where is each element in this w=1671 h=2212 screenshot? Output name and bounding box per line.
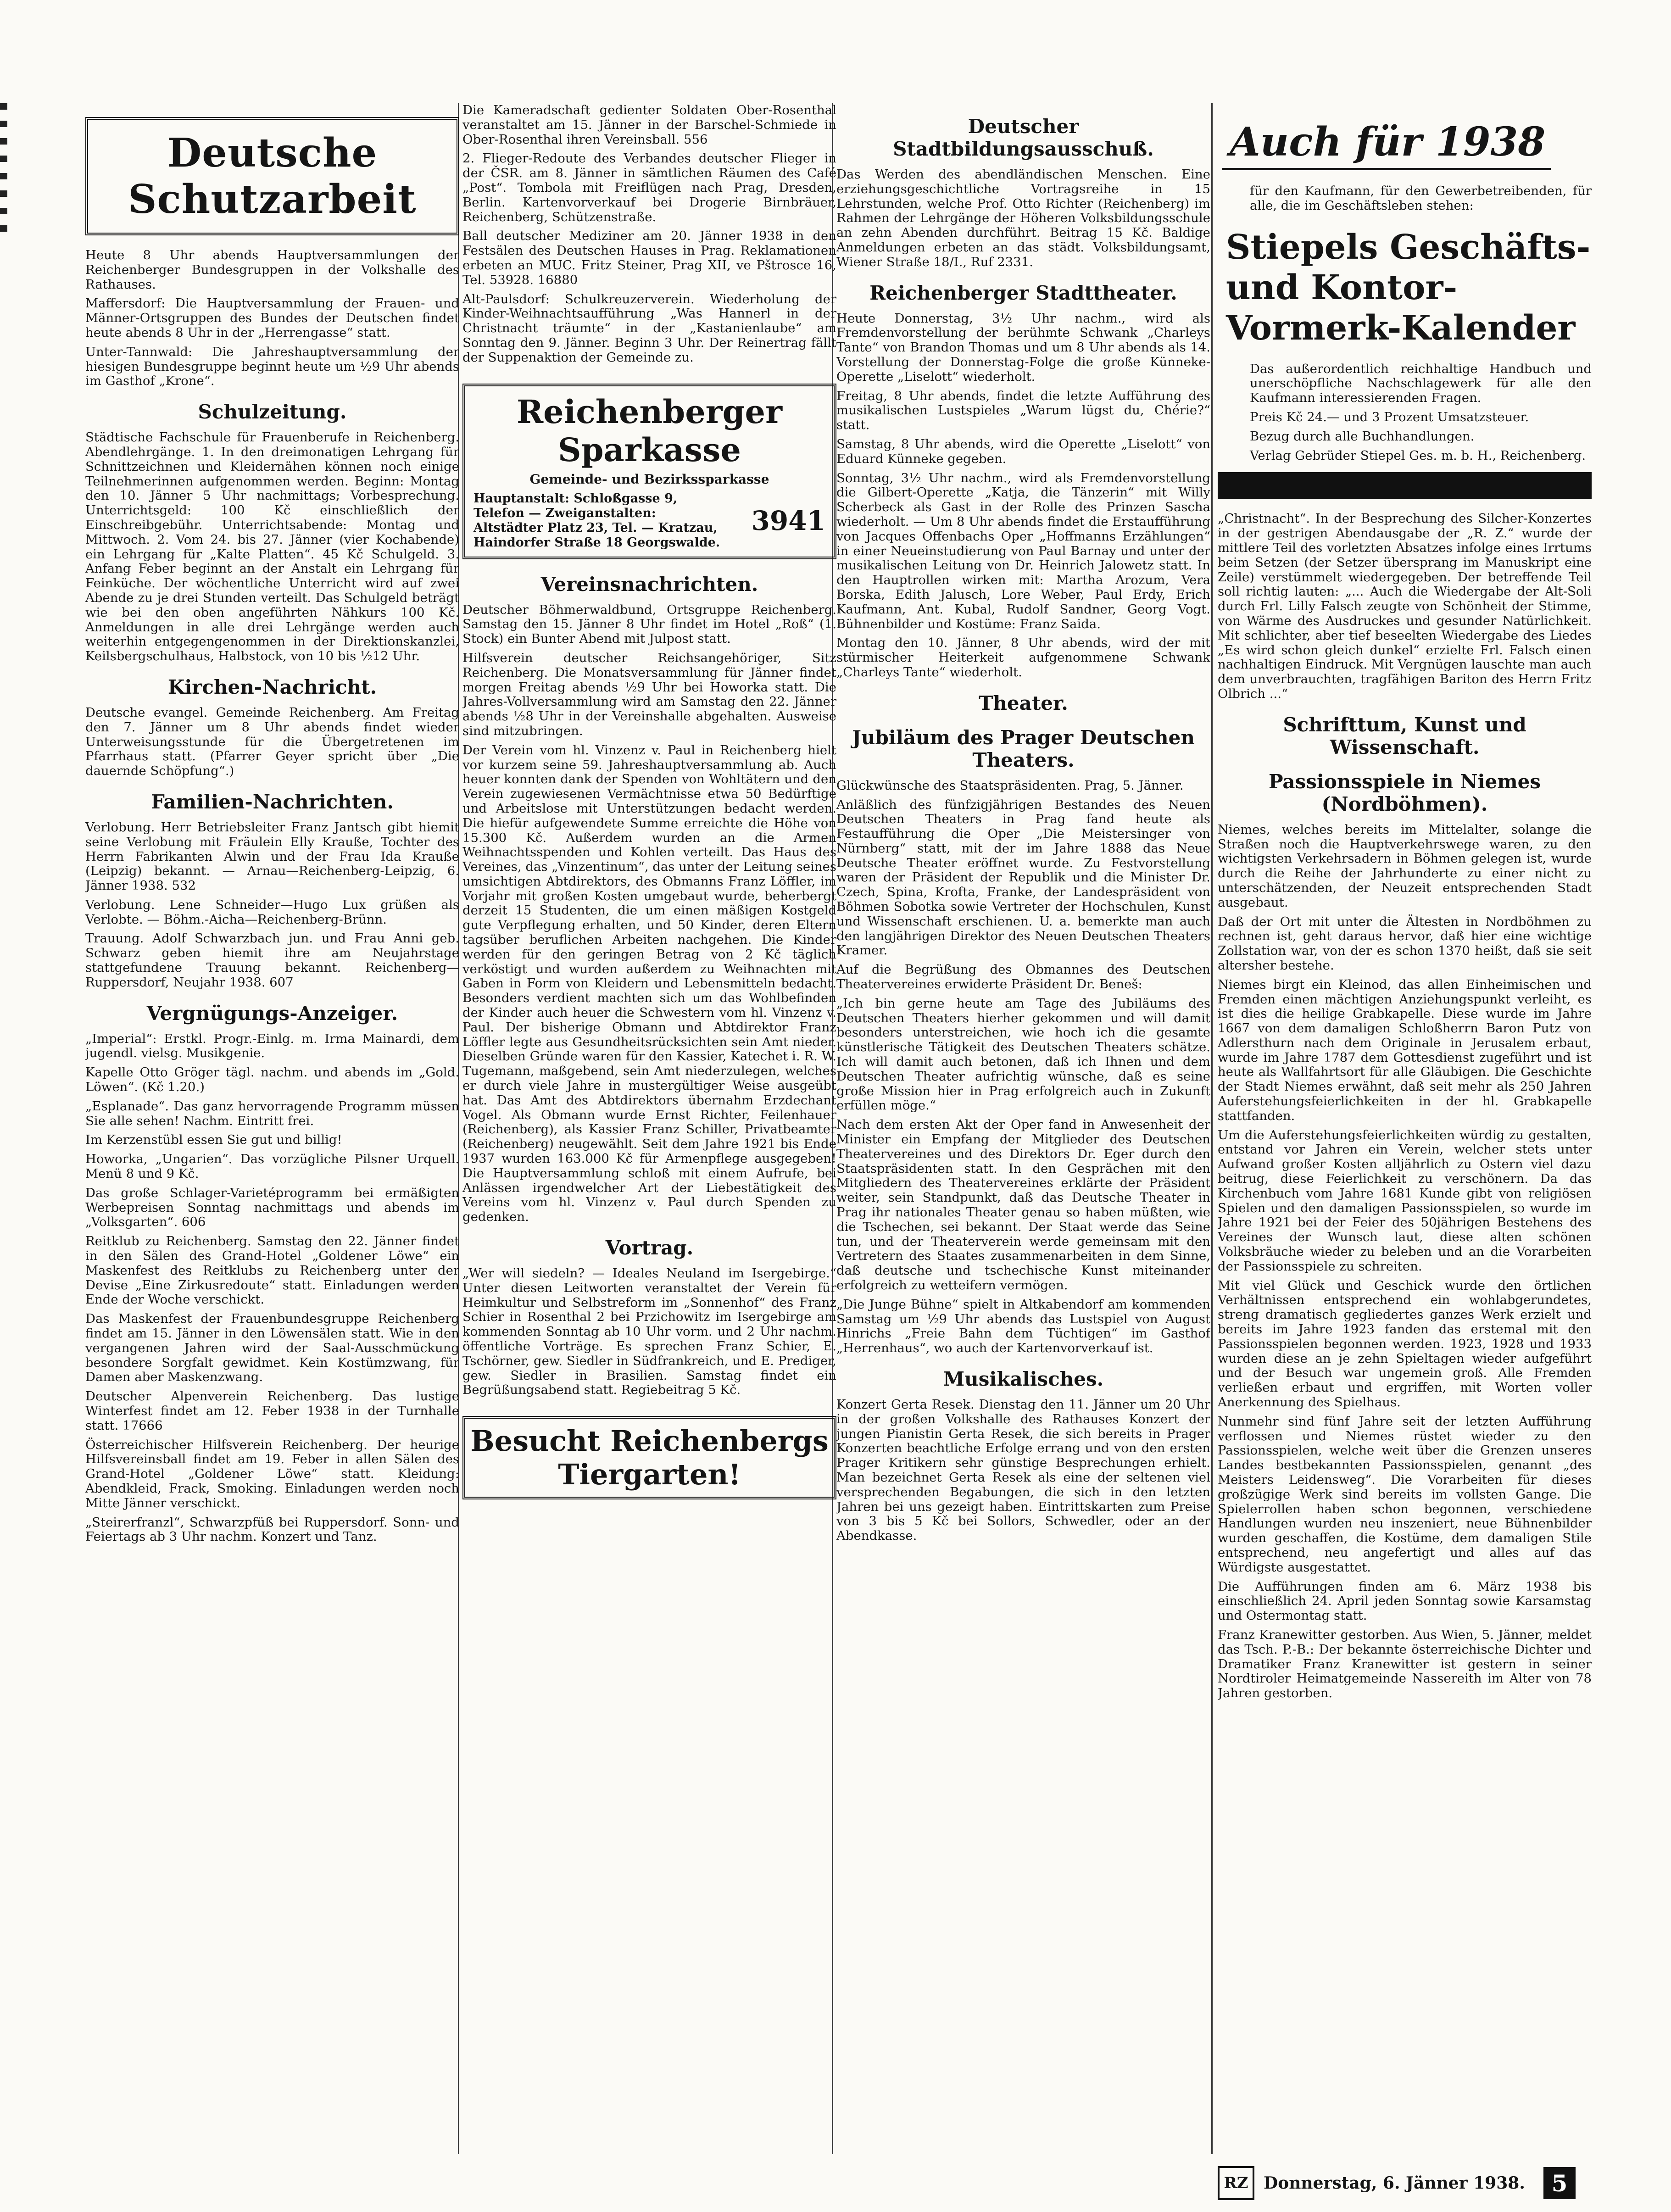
article-paragraph: Konzert Gerta Resek. Dienstag den 11. Jänner um 20 Uhr in der großen Volkshalle des Rathauses Konzert der jungen Pianistin Gerta Resek, die sich bereits in Prager Konzerten beachtliche Erfolge errang und von den ersten Prager Kritikern sehr günstige Besprechungen erhielt. Man bezeichnet Gerta Resek als eine der seltenen viel versprechenden Begabungen, die sich in den letzten Jahren bei uns gezeigt haben. Eintrittskarten zum Preise von 3 bis 5 Kč bei Sollors, Schwedler, oder an der Abendkasse. [836,1397,1210,1543]
section-heading: Jubiläum des Prager Deutschen Theaters. [852,726,1195,771]
section-heading: Familien-Nachrichten. [151,790,394,813]
article-paragraph: Der Verein vom hl. Vinzenz v. Paul in Reichenberg hielt vor kurzem seine 59. Jahreshauptversammlung ab. Auch heuer konnten dank der Spenden von Wohltätern und den Verein zugewiesenen Vermächtnisse etwa 50 Bedürftige und Arbeitslose mit Unterstützungen bedacht werden. Die hiefür aufgewendete Summe erreichte die Höhe von 15.300 Kč. Außerdem wurden an die Armen Weihnachtsspenden und Kohlen verteilt. Das Haus des Vereines, das „Vinzentinum“, das unter der Leitung seines umsichtigen Abtdirektors, des Obmanns Franz Löffler, im Vorjahr mit großen Kosten umgebaut wurde, beherbergt derzeit 15 Studenten, die um einen mäßigen Kostgeld gute Verpflegung erhalten, und 50 Kinder, deren Eltern tagsüber beruflichen Arbeiten nachgehen. Die Kinder werden für den geringen Betrag von 2 Kč täglich verköstigt und wurden außerdem zu Weihnachten mit Gaben in Form von Kleidern und Lebensmitteln bedacht. Besonders verdient machten sich um das Wohlbefinden der Kinder auch heuer die Schwestern vom hl. Vinzenz v. Paul. Der bisherige Obmann und Abtdirektor Franz Löffler legte aus Gesundheitsrücksichten sein Amt nieder. Dieselben Gründe waren für den Kassier, Katechet i. R. W. Tugemann, maßgebend, sein Amt niederzulegen, welches er durch viele Jahre in mustergültiger Weise ausgeübt hat. Das Amt des Abtdirektors übernahm Erzdechant Vogel. Als Obmann wurde Ernst Richter, Feilenhauer (Reichenberg), als Kassier Franz Schiller, Privatbeamter (Reichenberg) neugewählt. Seit dem Jahre 1921 bis Ende 1937 wurden 163.000 Kč für Armenpflege ausgegeben! Die Hauptversammlung schloß mit einem Aufrufe, bei Anlässen irgendwelcher Art der Liebestätigkeit des Vereins vom hl. Vinzenz v. Paul durch Spenden zu gedenken. [462,742,836,1225]
article-paragraph: Howorka, „Ungarien“. Das vorzügliche Pilsner Urquell. Menü 8 und 9 Kč. [85,1152,459,1181]
section-heading: Theater. [979,691,1068,714]
article-paragraph: Bezug durch alle Buchhandlungen. [1250,429,1475,444]
article-paragraph: „Imperial“: Erstkl. Progr.-Einlg. m. Irma Mainardi, dem jugendl. vielsg. Musikgenie. [85,1031,459,1061]
column-rule [1211,103,1213,2154]
section-heading: Reichenberger Stadttheater. [869,281,1177,304]
article-paragraph: Hilfsverein deutscher Reichsangehöriger, Sitz Reichenberg. Die Monatsversammlung für Jänner findet morgen Freitag abends ½9 Uhr bei Howorka statt. Die Jahres-Vollversammlung wird am Samstag den 22. Jänner abends ½8 Uhr in der Vereinshalle abgehalten. Ausweise sind mitzubringen. [462,650,836,738]
article-paragraph: Unter-Tannwald: Die Jahreshauptversammlung der hiesigen Bundesgruppe beginnt heute um ½9 Uhr abends im Gasthof „Krone“. [85,344,459,389]
page-footer [1218,2166,1576,2201]
article-paragraph: „Esplanade“. Das ganz hervorragende Programm müssen Sie alle sehen! Nachm. Eintritt frei. [85,1098,459,1128]
section-heading: Vereinsnachrichten. [540,573,758,596]
article-paragraph: Daß der Ort mit unter die Ältesten in Nordböhmen zu rechnen ist, geht daraus hervor, daß hier eine wichtige Zollstation war, von der es schon 1370 heißt, daß sie seit altersher bestehe. [1218,914,1592,973]
article-paragraph: „Steirerfranzl“, Schwarzpfüß bei Ruppersdorf. Sonn- und Feiertags ab 3 Uhr nachm. Konzert und Tanz. [85,1515,459,1544]
boxed-section-title: Deutsche Schutzarbeit [85,117,459,235]
article-paragraph: Ball deutscher Mediziner am 20. Jänner 1938 in den Festsälen des Deutschen Hauses in Prag. Reklamationen erbeten an MUC. Fritz Steiner, Prag XII, ve Pštrosce 16, Tel. 53928. 16880 [462,228,836,287]
article-paragraph: Städtische Fachschule für Frauenberufe in Reichenberg. Abendlehrgänge. 1. In den dreimonatigen Lehrgang für Schnittzeichnen und Kleidernähen können noch einige Teilnehmerinnen aufgenommen werden. Beginn: Montag den 10. Jänner 5 Uhr nachmittags; Vorbesprechung. Unterrichtsgeld: 100 Kč einschließlich der Einschreibgebühr. Unterrichtsabende: Montag und Mittwoch. 2. Vom 24. bis 27. Jänner (vier Kochabende) ein Lehrgang für „Kalte Platten“. 45 Kč Schulgeld. 3. Anfang Feber beginnt an der Anstalt ein Lehrgang für Feinküche. Der wöchentliche Unterricht wird auf zwei Abende zu je drei Stunden verteilt. Das Schulgeld beträgt wie bei den oben angeführten Nähkurs 100 Kč. Anmeldungen in alle drei Lehrgänge werden auch weiterhin entgegengenommen in der Direktionskanzlei, Keilsbergschulhaus, Halbstock, von 10 bis ½12 Uhr. [85,430,459,664]
article-paragraph: für den Kaufmann, für den Gewerbetreibenden, für alle, die im Geschäftsleben stehen: [1250,184,1592,213]
article-paragraph: Sonntag, 3½ Uhr nachm., wird als Fremdenvorstellung die Gilbert-Operette „Katja, die Tänzerin“ mit Willy Scherbeck als Gast in der Rolle des Prinzen Sascha wiederholt. — Um 8 Uhr abends findet die Erstaufführung von Jacques Offenbachs Oper „Hoffmanns Erzählungen“ in einer Neueinstudierung von Paul Barnay und unter der musikalischen Leitung von Dr. Heinrich Jalowetz statt. In den Hauptrollen wirken mit: Martha Arozum, Vera Borska, Edith Jalusch, Lore Weber, Paul Erdy, Erich Kaufmann, Ant. Kubal, Rudolf Sandner, Georg Vogt. Bühnenbilder und Kostüme: Franz Saida. [836,470,1210,631]
article-paragraph: Das Maskenfest der Frauenbundesgruppe Reichenberg findet am 15. Jänner in den Löwensälen statt. Wie in den vergangenen Jahren wird der Saal-Ausschmückung besondere Sorgfalt gewidmet. Kein Kostümzwang, für Damen aber Maskenzwang. [85,1311,459,1385]
advert-phone-number: 3941 [751,505,825,536]
page-edge-marks [0,103,7,232]
article-paragraph: Niemes birgt ein Kleinod, das allen Einheimischen und Fremden einen mächtigen Anziehungspunkt verleiht, es ist dies die heilige Grabkapelle. Diese wurde im Jahre 1667 von dem damaligen Schloßherrn Baron Putz von Adlersthurn nach dem Originale in Jerusalem erbaut, wurde im Jahre 1787 dem Gottesdienst zugeführt und ist heute als Wallfahrtsort für alle Gläubigen. Die Geschichte der Stadt Niemes erwähnt, daß seit mehr als 250 Jahren Auferstehungsfeierlichkeiten in der hl. Grabkapelle stattfanden. [1218,977,1592,1123]
article-paragraph: „Ich bin gerne heute am Tage des Jubiläums des Deutschen Theaters hierher gekommen und will damit besonders unterstreichen, wie hoch ich die gesamte künstlerische Tätigkeit des Deutschen Theaters schätze. Ich will damit auch betonen, daß ich Ihnen und dem Deutschen Theater aufrichtig wünsche, daß es seine große Mission hier in Prag erfolgreich auch in Zukunft erfüllen möge.“ [836,996,1210,1113]
article-paragraph: Alt-Paulsdorf: Schulkreuzerverein. Wiederholung der Kinder-Weihnachtsaufführung „Was Hannerl in der Christnacht träumte“ in der „Kastanienlaube“ am Sonntag den 9. Jänner. Beginn 3 Uhr. Der Reinertrag fällt der Suppenaktion der Gemeinde zu. [462,291,836,365]
page-number: 5 [1543,2167,1576,2199]
column-2 [462,103,836,2154]
article-paragraph: Das außerordentlich reichhaltige Handbuch und unerschöpfliche Nachschlagewerk für alle den Kaufmann interessierenden Fragen. [1250,361,1592,406]
article-paragraph: Verlag Gebrüder Stiepel Ges. m. b. H., Reichenberg. [1250,448,1586,463]
article-paragraph: Anläßlich des fünfzigjährigen Bestandes des Neuen Deutschen Theaters in Prag fand heute als Festaufführung die Oper „Die Meistersinger von Nürnberg“ statt, mit der im Jahre 1888 das Neue Deutsche Theater eröffnet wurde. Zu Festvorstellung waren der Präsident der Republik und die Minister Dr. Czech, Spina, Krofta, Franke, der Landespräsident von Böhmen Sobotka sowie Vertreter der Hochschulen, Kunst und Wissenschaft erschienen. U. a. bemerkte man auch den langjährigen Direktor des Neuen Deutschen Theaters Kramer. [836,797,1210,958]
section-heading: Musikalisches. [943,1367,1104,1390]
article-paragraph: Montag den 10. Jänner, 8 Uhr abends, wird der mit stürmischer Heiterkeit aufgenommene Schwank „Charleys Tante“ wiederholt. [836,635,1210,680]
article-paragraph: „Die Junge Bühne“ spielt in Altkabendorf am kommenden Samstag um ½9 Uhr abends das Lustspiel von August Hinrichs „Freie Bahn dem Tüchtigen“ im Gasthof „Herrenhaus“, wo auch der Kartenvorverkauf ist. [836,1297,1210,1356]
article-paragraph: Das Werden des abendländischen Menschen. Eine erziehungsgeschichtliche Vortragsreihe in 15 Lehrstunden, welche Prof. Otto Richter (Reichenberg) im Rahmen der Lehrgänge der Höheren Volksbildungsschule an zehn Abenden durchführt. Beitrag 15 Kč. Baldige Anmeldungen erbeten an das städt. Volksbildungsamt, Wiener Straße 18/I., Ruf 2331. [836,167,1210,269]
advert-subtitle: Gemeinde- und Bezirkssparkasse [529,471,769,487]
article-paragraph: Reitklub zu Reichenberg. Samstag den 22. Jänner findet in den Sälen des Grand-Hotel „Goldener Löwe“ ein Maskenfest des Reitklubs zu Reichenberg unter der Devise „Eine Zirkusredoute“ statt. Einladungen werden Ende der Woche verschickt. [85,1234,459,1307]
article-paragraph: Kapelle Otto Gröger tägl. nachm. und abends im „Gold. Löwen“. (Kč 1.20.) [85,1065,459,1095]
article-paragraph: Nunmehr sind fünf Jahre seit der letzten Aufführung verflossen und Niemes rüstet wieder zu den Passionsspielen, welche weit über die Grenzen unseres Landes bestbekannten Passionsspielen, genannt „des Meisters Leidensweg“. Die Vorarbeiten für dieses großzügige Werk sind bereits im vollsten Gange. Die Spielerrollen haben schon begonnen, verschiedene Handlungen wurden neu inszeniert, neue Bühnenbilder wurden geschaffen, die Kostüme, dem damaligen Stile entsprechend, neu angefertigt und alles auf das Würdigste ausgestattet. [1218,1414,1592,1575]
article-paragraph: Mit viel Glück und Geschick wurde den örtlichen Verhältnissen entsprechend ein wohlabgerundetes, streng dramatisch gegliedertes ganzes Werk erzielt und bereits im Jahre 1923 fanden das erstemal mit den Passionsspielen begonnen werden. 1923, 1928 und 1933 wurden diese an je zehn Spieltagen wieder aufgeführt und der Besuch war ungemein groß. Alle Fremden verließen erbaut und ergriffen, mit Worten voller Anerkennung des Spielhaus. [1218,1278,1592,1410]
section-heading: Kirchen-Nachricht. [167,675,377,698]
article-paragraph: „Christnacht“. In der Besprechung des Silcher-Konzertes in der gestrigen Abendausgabe der „R. Z.“ wurde der mittlere Teil des vorletzten Absatzes infolge eines Irrtums beim Setzen (der Setzer übersprang im Manuskript eine Zeile) verstümmelt wiedergegeben. Der betreffende Teil soll richtig lauten: „... Auch die Wiedergabe der Alt-Soli durch Frl. Lilly Falsch zeugte von Schönheit der Stimme, von Wärme des Ausdruckes und gesunder Natürlichkeit. Mit schlichter, aber tief beseelten Wiedergabe des Liedes „Es wird schon gleich dunkel“ erzielte Frl. Falsch einen nachhaltigen Eindruck. Mit Vergnügen lauschte man auch dem unverbrauchten, tragfähigen Bariton des Herrn Fritz Olbrich ...“ [1218,511,1592,701]
article-paragraph: Deutscher Böhmerwaldbund, Ortsgruppe Reichenberg. Samstag den 15. Jänner 8 Uhr findet im Hotel „Roß“ (1. Stock) ein Bunter Abend mit Julpost statt. [462,602,836,646]
article-paragraph: Franz Kranewitter gestorben. Aus Wien, 5. Jänner, meldet das Tsch. P.-B.: Der bekannte österreichische Dichter und Dramatiker Franz Kranewitter ist gestern in seiner Nordtiroler Heimatgemeinde Nassereith im Alter von 78 Jahren gestorben. [1218,1627,1592,1701]
article-paragraph: Die Aufführungen finden am 6. März 1938 bis einschließlich 24. April jeden Sonntag sowie Karsamstag und Ostermontag statt. [1218,1579,1592,1623]
section-heading: Vortrag. [605,1237,694,1259]
column-1 [85,103,459,2154]
article-paragraph: Deutsche evangel. Gemeinde Reichenberg. Am Freitag den 7. Jänner um 8 Uhr abends findet wieder Unterweisungsstunde für die Übergetretenen im Pfarrhaus statt. (Pfarrer Geyer spricht über „Die dauernde Schöpfung“.) [85,705,459,779]
issue-date: Donnerstag, 6. Jänner 1938. [1264,2173,1525,2193]
section-heading: Vergnügungs-Anzeiger. [146,1002,398,1025]
article-paragraph: Um die Auferstehungsfeierlichkeiten würdig zu gestalten, entstand vor Jahren ein Verein, welcher stets unter Aufwand großer Kosten alljährlich zu Ostern viel dazu beitrug, diese Feierlichkeit zu verschönern. Da das Kirchenbuch vom Jahre 1681 Kunde gibt von religiösen Spielen und den damaligen Passionsspielen, so wurde im Jahre 1921 bei der Feier des 50jährigen Bestehens des Vereines der Wunsch laut, diese alten schönen Volksbräuche wieder zu beleben und an die Vorarbeiten der Passionsspiele zu schreiten. [1218,1127,1592,1274]
advert-addresses: Hauptanstalt: Schloßgasse 9, Telefon — Zweiganstalten: Altstädter Platz 23, Tel. — Kratzau, Haindorfer Straße 18 Georgswalde. [473,491,720,550]
advert-script-headline: Auch für 1938 [1222,114,1551,170]
column-4 [1218,103,1592,2154]
article-paragraph: Deutscher Alpenverein Reichenberg. Das lustige Winterfest findet am 12. Feber 1938 in der Turnhalle statt. 17666 [85,1389,459,1433]
article-paragraph: Glückwünsche des Staatspräsidenten. Prag, 5. Jänner. [836,778,1184,793]
section-heading: Passionsspiele in Niemes (Nordböhmen). [1268,770,1541,815]
article-paragraph: Samstag, 8 Uhr abends, wird die Operette „Liselott“ von Eduard Künneke gegeben. [836,436,1210,466]
article-paragraph: Österreichischer Hilfsverein Reichenberg. Der heurige Hilfsvereinsball findet am 19. Feber in allen Sälen des Grand-Hotel „Goldener Löwe“ statt. Kleidung: Abendkleid, Frack, Smoking. Einladungen werden noch Mitte Jänner verschickt. [85,1437,459,1510]
section-heading: Deutscher Stadtbildungsausschuß. [893,115,1154,160]
section-heading: Schrifttum, Kunst und Wissenschaft. [1283,713,1526,758]
article-paragraph: Verlobung. Herr Betriebsleiter Franz Jantsch gibt hiemit seine Verlobung mit Fräulein Elly Krauße, Tochter des Herrn Fabrikanten Alwin und der Frau Ida Krauße (Leipzig) bekannt. — Arnau—Reichenberg-Leipzig, 6. Jänner 1938. 532 [85,819,459,893]
advert-title: Reichenberger Sparkasse [517,392,782,469]
article-paragraph: Nach dem ersten Akt der Oper fand in Anwesenheit der Minister ein Empfang der Mitglieder des Deutschen Theatervereines und des Direktors Dr. Eger durch den Staatspräsidenten statt. In den Gesprächen mit den Mitgliedern des Theatervereines erklärte der Präsident weiter, sein Standpunkt, daß das Deutsche Theater in Prag ihr nationales Theater genau so haben müßten, wie die Tschechen, sei bekannt. Der Staat werde das Seine tun, und der Theaterverein werde gemeinsam mit den Vertretern des Staates zusammenarbeiten in dem Sinne, daß deutsche und tschechische Kunst miteinander erfolgreich zu wetteifern vermögen. [836,1117,1210,1293]
column-3 [836,103,1210,2154]
article-paragraph: Auf die Begrüßung des Obmannes des Deutschen Theatervereines erwiderte Präsident Dr. Beneš: [836,962,1210,992]
article-paragraph: 2. Flieger-Redoute des Verbandes deutscher Flieger in der ČSR. am 8. Jänner in sämtlichen Räumen des Café „Post“. Tombola mit Freiflügen nach Prag, Dresden, Berlin. Kartenvorverkauf bei Drogerie Birnbräuer, Reichenberg, Schützenstraße. [462,151,836,224]
newspaper-logo: RZ [1218,2166,1254,2200]
advert-headline: Stiepels Geschäfts- und Kontor-Vormerk-Kalender [1226,227,1591,348]
article-paragraph: Trauung. Adolf Schwarzbach jun. und Frau Anni geb. Schwarz geben hiemit ihre am Neujahrstage stattgefundene Trauung bekannt. Reichenberg—Ruppersdorf, Neujahr 1938. 607 [85,931,459,990]
article-paragraph: Maffersdorf: Die Hauptversammlung der Frauen- und Männer-Ortsgruppen des Bundes der Deutschen findet heute abends 8 Uhr in der „Herrengasse“ statt. [85,296,459,340]
article-paragraph: Heute Donnerstag, 3½ Uhr nachm., wird als Fremdenvorstellung der berühmte Schwank „Charleys Tante“ von Brandon Thomas und um 8 Uhr abends als 14. Vorstellung der Donnerstag-Folge die große Künneke-Operette „Liselott“ wiederholt. [836,311,1210,384]
article-paragraph: Im Kerzenstübl essen Sie gut und billig! [85,1132,342,1148]
article-paragraph: Niemes, welches bereits im Mittelalter, solange die Straßen noch die Hauptverkehrswege waren, zu den wichtigsten Verkehrsadern in Böhmen gelegen ist, wurde durch die Reihe der Jahrhunderte zu einer nicht zu unterschätzenden, der Neuzeit entsprechenden Stadt ausgebaut. [1218,822,1592,910]
boxed-banner: Besucht Reichenbergs Tiergarten! [462,1416,836,1499]
article-paragraph: Die Kameradschaft gedienter Soldaten Ober-Rosenthal veranstaltet am 15. Jänner in der Barschel-Schmiede in Ober-Rosenthal ihren Vereinsball. 556 [462,103,836,147]
sparkasse-advert [462,384,836,559]
article-paragraph: Heute 8 Uhr abends Hauptversammlungen der Reichenberger Bundesgruppen in der Volkshalle des Rathauses. [85,248,459,292]
article-paragraph: Verlobung. Lene Schneider—Hugo Lux grüßen als Verlobte. — Böhm.-Aicha—Reichenberg-Brünn. [85,897,459,927]
article-paragraph: Das große Schlager-Varietéprogramm bei ermäßigten Werbepreisen Sonntag nachmittags und abends im „Volksgarten“. 606 [85,1185,459,1230]
article-paragraph: Preis Kč 24.— und 3 Prozent Umsatzsteuer. [1250,409,1529,424]
article-paragraph: Freitag, 8 Uhr abends, findet die letzte Aufführung des musikalischen Lustspieles „Warum lügst du, Chérie?“ statt. [836,388,1210,433]
article-paragraph: „Wer will siedeln? — Ideales Neuland im Isergebirge.“ Unter diesen Leitworten veranstaltet der Verein für Heimkultur und Selbstreform im „Sonnenhof“ des Franz Schier in Rosenthal 2 bei Przichowitz im Isergebirge am kommenden Sonntag ab 10 Uhr vorm. und 2 Uhr nachm. öffentliche Vorträge. Es sprechen Franz Schier, E. Tschörner, gew. Siedler in Südfrankreich, und E. Prediger, gew. Siedler in Brasilien. Samstag findet ein Begrüßungsabend statt. Regiebeitrag 5 Kč. [462,1266,836,1398]
section-heading: Schulzeitung. [198,401,347,423]
section-divider-bar [1218,472,1592,499]
